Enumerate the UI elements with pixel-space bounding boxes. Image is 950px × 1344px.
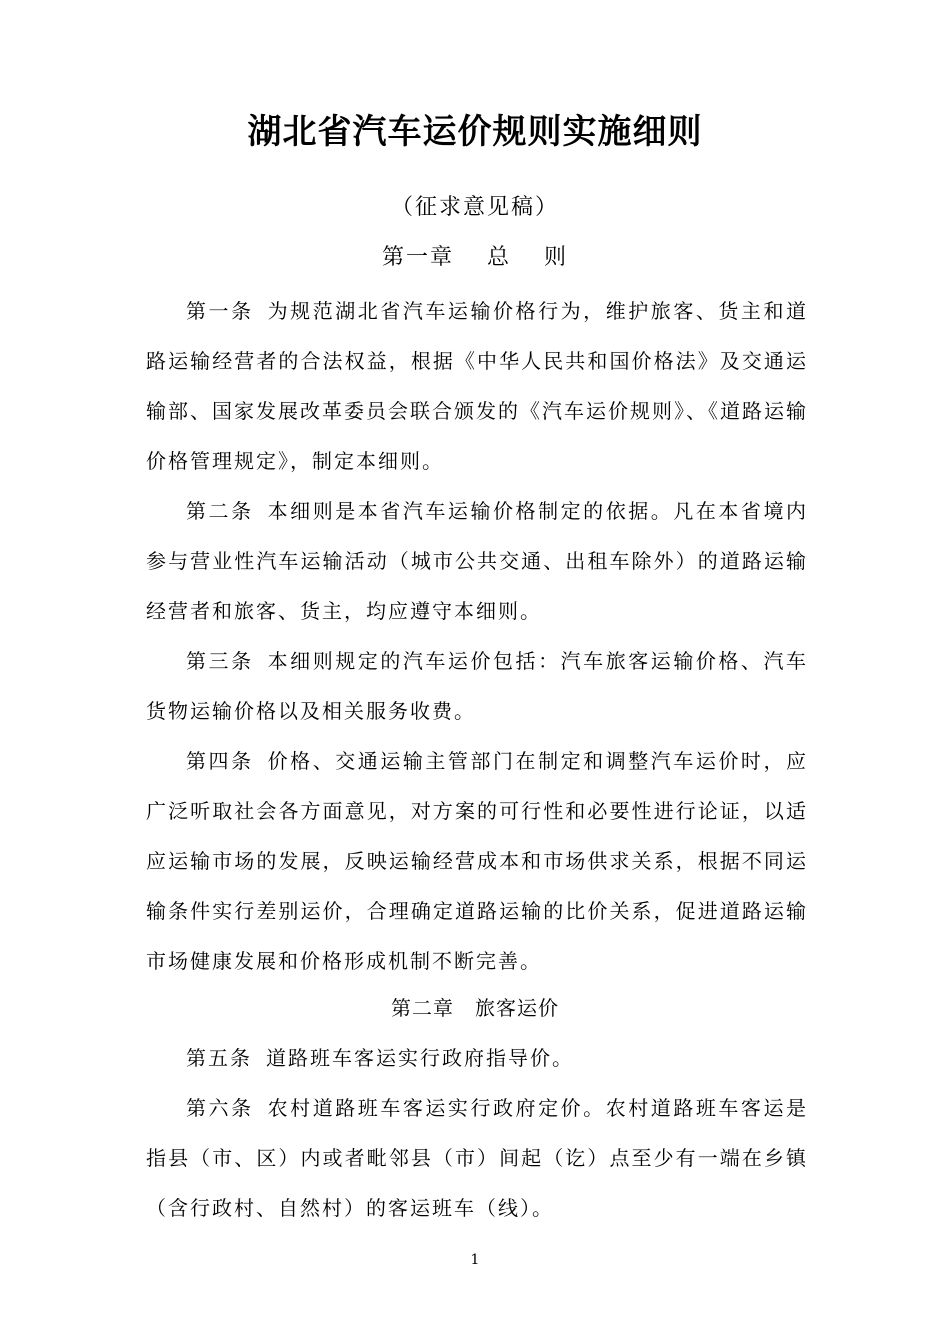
article-number: 第五条: [186, 1046, 252, 1070]
page-number: 1: [470, 1252, 480, 1268]
article-number: 第三条: [186, 649, 254, 673]
article-text: 本细则是本省汽车运输价格制定的依据。凡在本省境内参与营业性汽车运输活动（城市公共交通、出租车除外）的道路运输经营者和旅客、货主，均应遵守本细则。: [146, 499, 809, 623]
article-3: [146, 636, 808, 736]
document-subtitle: （征求意见稿）: [390, 195, 559, 220]
article-text: 本细则规定的汽车运价包括：汽车旅客运输价格、汽车货物运输价格以及相关服务收费。: [146, 649, 809, 723]
article-text: 为规范湖北省汽车运输价格行为，维护旅客、货主和道路运输经营者的合法权益，根据《中华人民共和国价格法》及交通运输部、国家发展改革委员会联合颁发的《汽车运价规则》、《道路运输价格管理规定》，制定本细则。: [146, 299, 809, 473]
article-number: 第四条: [186, 749, 254, 773]
chapter-heading-1: 第一章 总 则: [382, 245, 568, 270]
article-6: [146, 1083, 808, 1233]
article-number: 第六条: [186, 1096, 254, 1120]
article-number: 第二条: [186, 499, 254, 523]
article-2: [146, 486, 808, 636]
article-5: [146, 1033, 808, 1083]
chapter-heading-2: 第二章 旅客运价: [391, 996, 559, 1020]
article-number: 第一条: [186, 299, 254, 323]
article-text: 道路班车客运实行政府指导价。: [266, 1046, 574, 1070]
article-1: [146, 286, 808, 486]
document-title: 湖北省汽车运价规则实施细则: [247, 112, 703, 152]
article-4: [146, 736, 808, 986]
article-text: 价格、交通运输主管部门在制定和调整汽车运价时，应广泛听取社会各方面意见，对方案的可行性和必要性进行论证，以适应运输市场的发展，反映运输经营成本和市场供求关系，根据不同运输条件实行差别运价，合理确定道路运输的比价关系，促进道路运输市场健康发展和价格形成机制不断完善。: [146, 749, 809, 973]
article-text: 农村道路班车客运实行政府定价。农村道路班车客运是指县（市、区）内或者毗邻县（市）间起（讫）点至少有一端在乡镇（含行政村、自然村）的客运班车（线）。: [146, 1096, 809, 1220]
